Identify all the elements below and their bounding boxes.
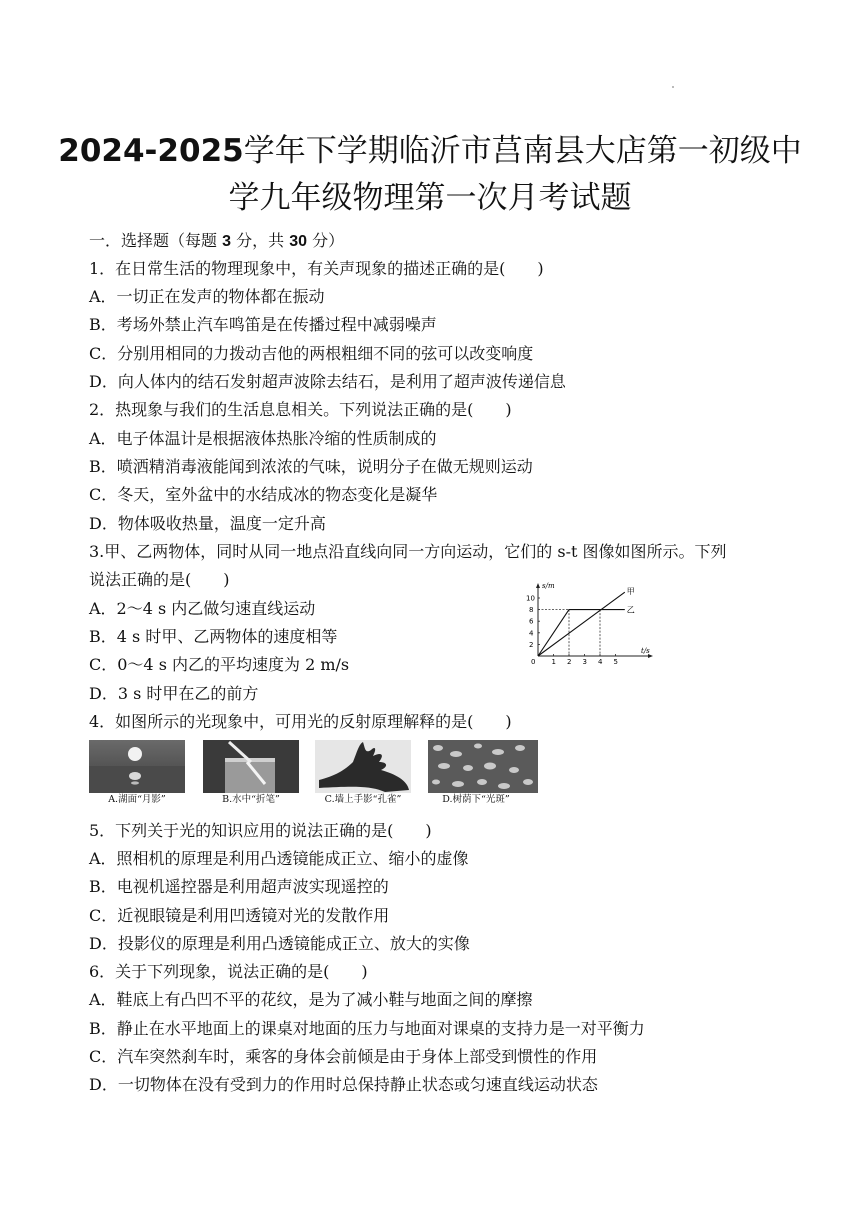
y-tick-label-8: 8 bbox=[529, 606, 534, 615]
q3-stem-line-1: 3.甲、乙两物体，同时从同一地点沿直线向同一方向运动，它们的 s-t 图像如图所示。下列 bbox=[89, 542, 727, 561]
y-tick-label-2: 2 bbox=[529, 640, 534, 649]
y-tick-label-10: 10 bbox=[526, 594, 535, 603]
figure-4-photos bbox=[89, 740, 549, 806]
q1-option-b: B．考场外禁止汽车鸣笛是在传播过程中减弱噪声 bbox=[89, 315, 437, 334]
bent-pencil-image bbox=[203, 740, 299, 793]
scan-speck bbox=[672, 86, 674, 88]
y-axis-label: s/m bbox=[542, 582, 555, 590]
q5-option-a: A．照相机的原理是利用凸透镜能成正立、缩小的虚像 bbox=[89, 849, 469, 868]
section-heading bbox=[89, 230, 344, 253]
page-title-line-2: 学九年级物理第一次月考试题 bbox=[228, 180, 632, 216]
y-tick-label-6: 6 bbox=[529, 617, 534, 626]
q2-option-b: B．喷洒精消毒液能闻到浓浓的气味，说明分子在做无规则运动 bbox=[89, 457, 533, 476]
q5-stem: 5．下列关于光的知识应用的说法正确的是( ) bbox=[89, 821, 432, 840]
x-tick-label-3: 3 bbox=[582, 658, 587, 666]
title-years: 2024-2025 bbox=[58, 133, 244, 169]
section-suffix: 分） bbox=[306, 231, 345, 250]
s-t-graph bbox=[524, 580, 654, 666]
q6-stem: 6．关于下列现象，说法正确的是( ) bbox=[89, 962, 368, 981]
x-axis-label: t/s bbox=[641, 647, 650, 655]
q1-option-d: D．向人体内的结石发射超声波除去结石，是利用了超声波传递信息 bbox=[89, 372, 566, 391]
q3-option-c: C．0～4 s 内乙的平均速度为 2 m/s bbox=[89, 655, 350, 674]
series-line-jia bbox=[538, 592, 625, 656]
q5-option-c: C．近视眼镜是利用凹透镜对光的发散作用 bbox=[89, 906, 390, 925]
q6-option-c: C．汽车突然刹车时，乘客的身体会前倾是由于身体上部受到惯性的作用 bbox=[89, 1047, 598, 1066]
section-mid: 分，共 bbox=[231, 231, 290, 250]
q1-option-c: C．分别用相同的力拨动吉他的两根粗细不同的弦可以改变响度 bbox=[89, 344, 534, 363]
q1-stem: 1．在日常生活的物理现象中，有关声现象的描述正确的是( ) bbox=[89, 259, 544, 278]
q3-stem-line-2: 说法正确的是( ) bbox=[89, 570, 230, 589]
x-tick-label-4: 4 bbox=[598, 658, 603, 666]
q2-option-a: A．电子体温计是根据液体热胀冷缩的性质制成的 bbox=[89, 429, 437, 448]
y-tick-label-4: 4 bbox=[529, 629, 534, 638]
series-label-yi: 乙 bbox=[626, 605, 635, 615]
x-tick-label-5: 5 bbox=[613, 658, 618, 666]
y-axis-arrow bbox=[536, 583, 540, 588]
q3-option-b: B．4 s 时甲、乙两物体的速度相等 bbox=[89, 627, 338, 646]
section-prefix: 一．选择题（每题 bbox=[89, 231, 223, 250]
q6-option-b: B．静止在水平地面上的课桌对地面的压力与地面对课桌的支持力是一对平衡力 bbox=[89, 1019, 645, 1038]
light-spots-image bbox=[428, 740, 538, 793]
q5-option-b: B．电视机遥控器是利用超声波实现遥控的 bbox=[89, 877, 389, 896]
q6-option-a: A．鞋底上有凸凹不平的花纹，是为了减小鞋与地面之间的摩擦 bbox=[89, 990, 533, 1009]
hand-shadow-image bbox=[315, 740, 411, 793]
moon-reflection-image bbox=[89, 740, 185, 793]
series-line-yi bbox=[538, 610, 625, 656]
points-total: 30 bbox=[289, 233, 307, 250]
q5-option-d: D．投影仪的原理是利用凸透镜能成正立、放大的实像 bbox=[89, 934, 470, 953]
x-tick-label-1: 1 bbox=[551, 658, 556, 666]
q6-option-d: D．一切物体在没有受到力的作用时总保持静止状态或匀速直线运动状态 bbox=[89, 1075, 598, 1094]
x-tick-label-2: 2 bbox=[567, 658, 572, 666]
q2-option-c: C．冬天，室外盆中的水结成冰的物态变化是凝华 bbox=[89, 485, 438, 504]
caption-b: B.水中“折笔” bbox=[203, 793, 299, 806]
page-title-line-1 bbox=[0, 128, 860, 174]
x-tick-label-0: 0 bbox=[531, 658, 536, 666]
caption-c: C.墙上手影“孔雀” bbox=[315, 793, 411, 806]
q1-option-a: A．一切正在发声的物体都在振动 bbox=[89, 287, 325, 306]
points-each: 3 bbox=[222, 233, 231, 250]
photo-c-hand-shadow bbox=[315, 740, 411, 806]
photo-d-light-spots bbox=[428, 740, 524, 806]
title-line1-rest: 学年下学期临沂市莒南县大店第一初级中 bbox=[243, 133, 802, 169]
caption-a: A.湖面“月影” bbox=[89, 793, 185, 806]
photo-a-moon-reflection bbox=[89, 740, 185, 806]
q4-stem: 4．如图所示的光现象中，可用光的反射原理解释的是( ) bbox=[89, 712, 512, 731]
q3-option-d: D．3 s 时甲在乙的前方 bbox=[89, 684, 259, 703]
q3-option-a: A．2～4 s 内乙做匀速直线运动 bbox=[89, 599, 316, 618]
photo-b-bent-pencil bbox=[203, 740, 299, 806]
q2-stem: 2．热现象与我们的生活息息相关。下列说法正确的是( ) bbox=[89, 400, 512, 419]
series-label-jia: 甲 bbox=[626, 587, 635, 597]
caption-d: D.树荫下“光斑” bbox=[428, 793, 524, 806]
q2-option-d: D．物体吸收热量，温度一定升高 bbox=[89, 514, 326, 533]
